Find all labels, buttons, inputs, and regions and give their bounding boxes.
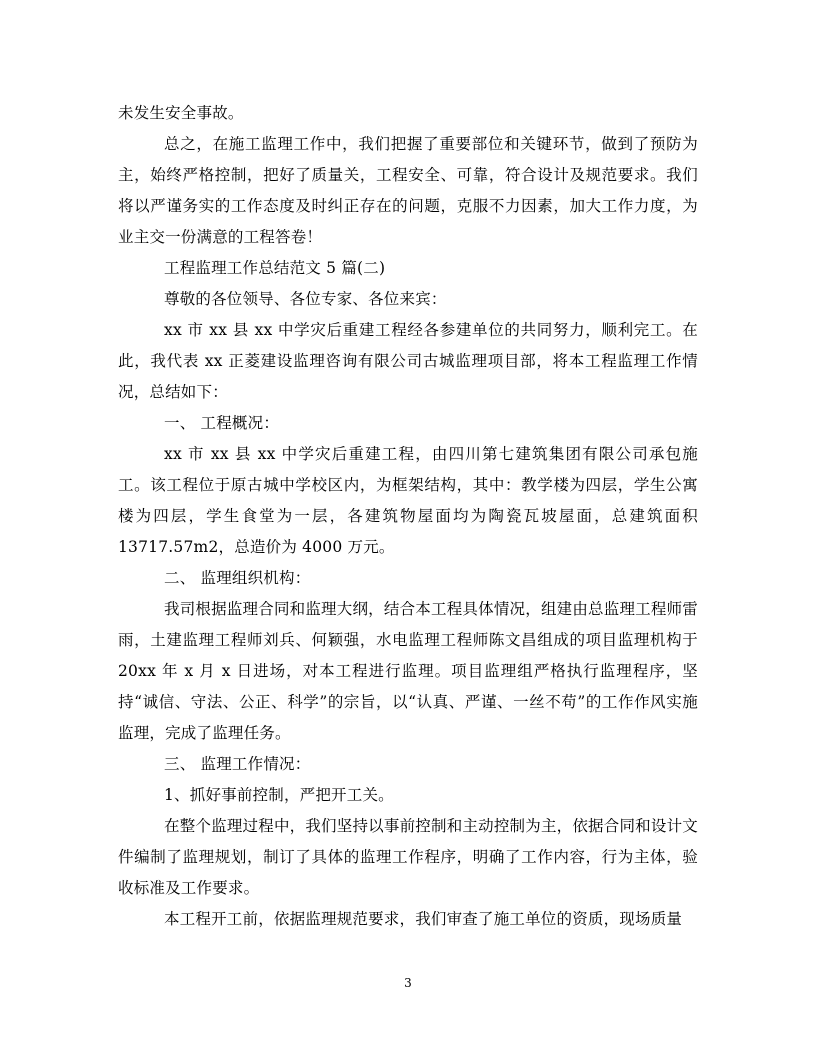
document-body [118, 98, 698, 935]
paragraph-9: 我司根据监理合同和监理大纲，结合本工程具体情况，组建由总监理工程师雷雨，土建监理工程师刘兵、何颖强，水电监理工程师陈文昌组成的项目监理机构于 20xx 年 x 月 x 日进场，对本工程进行监理。项目监理组严格执行监理程序，坚持“诚信、守法、公正、科学”的宗旨，以“认真、严谨、一丝不苟”的工作作风实施监理，完成了监理任务。 [118, 600, 698, 742]
paragraph-2: 总之，在施工监理工作中，我们把握了重要部位和关键环节，做到了预防为主，始终严格控制，把好了质量关，工程安全、可靠，符合设计及规范要求。我们将以严谨务实的工作态度及时纠正存在的问题，克服不力因素，加大工作力度，为业主交一份满意的工程答卷！ [118, 135, 698, 246]
paragraph-1: 未发生安全事故。 [118, 104, 244, 122]
paragraph-7: xx 市 xx 县 xx 中学灾后重建工程，由四川第七建筑集团有限公司承包施工。该工程位于原古城中学校区内，为框架结构，其中：教学楼为四层，学生公寓楼为四层，学生食堂为一层，各建筑物屋面均为陶瓷瓦坡屋面，总建筑面积 13717.57m2，总造价为 4000 万元。 [118, 445, 698, 556]
subheading-project-overview: 一、 工程概况： [164, 414, 280, 432]
salutation: 尊敬的各位领导、各位专家、各位来宾： [164, 290, 447, 308]
paragraph-12: 在整个监理过程中，我们坚持以事前控制和主动控制为主，依据合同和设计文件编制了监理规划，制订了具体的监理工作程序，明确了工作内容，行为主体，验收标准及工作要求。 [118, 817, 698, 897]
subheading-organization: 二、 监理组织机构： [164, 569, 311, 587]
section-heading: 工程监理工作总结范文 5 篇(二) [164, 259, 386, 277]
list-item-1: 1、抓好事前控制，严把开工关。 [164, 786, 394, 804]
paragraph-13: 本工程开工前，依据监理规范要求，我们审查了施工单位的资质，现场质量 [164, 910, 683, 928]
paragraph-5: xx 市 xx 县 xx 中学灾后重建工程经各参建单位的共同努力，顺利完工。在此，我代表 xx 正菱建设监理咨询有限公司古城监理项目部，将本工程监理工作情况，总结如下： [118, 321, 698, 401]
subheading-work-status: 三、 监理工作情况： [164, 755, 311, 773]
page-number: 3 [404, 976, 412, 990]
